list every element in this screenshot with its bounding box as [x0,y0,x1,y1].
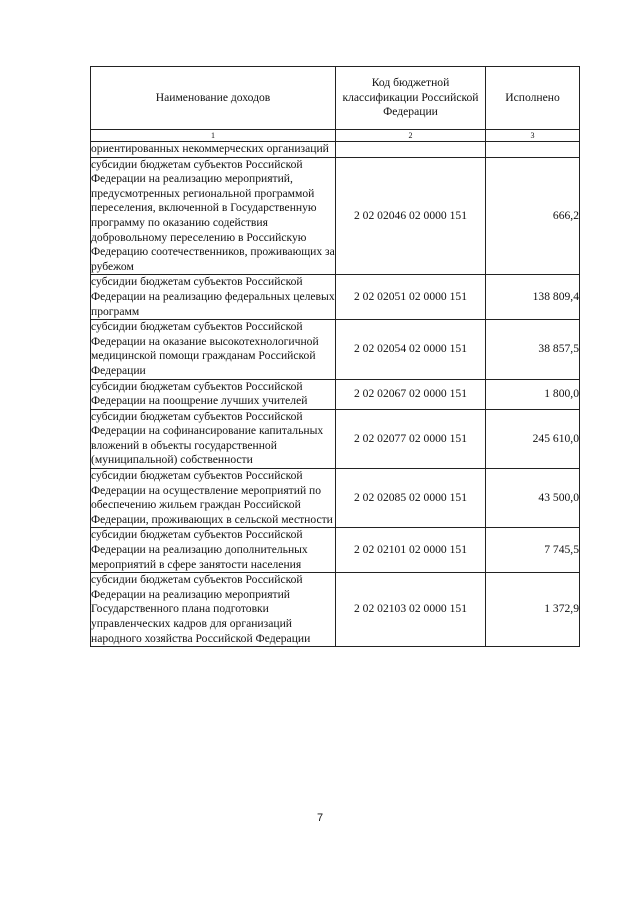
income-name: субсидии бюджетам субъектов Российской Федерации на осуществление мероприятий по обеспечению жильем граждан Российской Федерации, проживающих в сельской местности [91,469,336,528]
table-row [91,573,580,647]
budget-code: 2 02 02051 02 0000 151 [336,275,486,320]
column-number-row [91,130,580,142]
income-name: субсидии бюджетам субъектов Российской Федерации на оказание высокотехнологичной медицинской помощи гражданам Российской Федерации [91,320,336,379]
income-name: субсидии бюджетам субъектов Российской Федерации на софинансирование капитальных вложений в объекты государственной (муниципальной) собственности [91,409,336,468]
executed-value: 43 500,0 [486,469,580,528]
income-name: субсидии бюджетам субъектов Российской Федерации на поощрение лучших учителей [91,379,336,409]
table-row [91,379,580,409]
table-row [91,409,580,468]
executed-value: 138 809,4 [486,275,580,320]
page-number: 7 [316,812,324,824]
column-number: 1 [91,130,336,142]
header-executed: Исполнено [486,67,580,130]
income-name: субсидии бюджетам субъектов Российской Федерации на реализацию мероприятий Государственного плана подготовки управленческих кадров для организаций народного хозяйства Российской Федерации [91,573,336,647]
executed-value [486,142,580,158]
income-name: субсидии бюджетам субъектов Российской Федерации на реализацию дополнительных мероприятий в сфере занятости населения [91,528,336,573]
column-number: 2 [336,130,486,142]
budget-code: 2 02 02103 02 0000 151 [336,573,486,647]
budget-code: 2 02 02054 02 0000 151 [336,320,486,379]
budget-code [336,142,486,158]
budget-code: 2 02 02101 02 0000 151 [336,528,486,573]
income-name: ориентированных некоммерческих организаций [91,142,336,158]
budget-code: 2 02 02067 02 0000 151 [336,379,486,409]
table-row [91,528,580,573]
budget-code: 2 02 02085 02 0000 151 [336,469,486,528]
executed-value: 666,2 [486,157,580,275]
table-row [91,275,580,320]
table-row [91,157,580,275]
table-row [91,469,580,528]
executed-value: 245 610,0 [486,409,580,468]
budget-code: 2 02 02046 02 0000 151 [336,157,486,275]
income-name: субсидии бюджетам субъектов Российской Федерации на реализацию мероприятий, предусмотренных региональной программой переселения, включенной в Государственную программу по оказанию содействия добровольному переселению в Российскую Федерацию соотечественников, проживающих за рубежом [91,157,336,275]
table-row [91,142,580,158]
column-number: 3 [486,130,580,142]
executed-value: 1 372,9 [486,573,580,647]
budget-code: 2 02 02077 02 0000 151 [336,409,486,468]
executed-value: 38 857,5 [486,320,580,379]
header-income-name: Наименование доходов [91,67,336,130]
income-name: субсидии бюджетам субъектов Российской Федерации на реализацию федеральных целевых программ [91,275,336,320]
header-row [91,67,580,130]
executed-value: 1 800,0 [486,379,580,409]
budget-income-table [90,66,580,647]
executed-value: 7 745,5 [486,528,580,573]
table-row [91,320,580,379]
header-budget-code: Код бюджетной классификации Российской Федерации [336,67,486,130]
